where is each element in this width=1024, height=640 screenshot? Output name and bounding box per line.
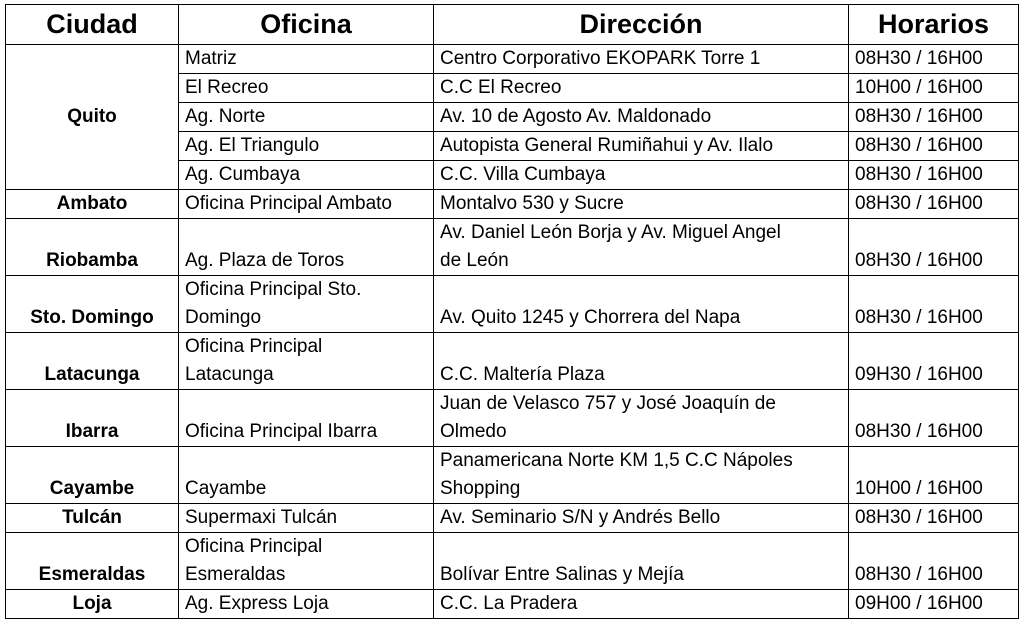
- office-line: Cayambe: [185, 478, 267, 499]
- hours-cell: 08H30 / 16H00: [849, 161, 1019, 190]
- address-cell: [434, 533, 849, 590]
- city-cell: Latacunga: [6, 333, 179, 390]
- address-cell: [434, 390, 849, 447]
- address-cell: [434, 276, 849, 333]
- address-line: C.C. La Pradera: [440, 593, 578, 614]
- office-line: Oficina Principal Ambato: [185, 193, 392, 214]
- office-cell: [179, 533, 434, 590]
- office-line: Ag. Plaza de Toros: [185, 250, 345, 271]
- hours-cell: 08H30 / 16H00: [849, 504, 1019, 533]
- hours-cell: 08H30 / 16H00: [849, 190, 1019, 219]
- address-cell: [434, 590, 849, 619]
- address-cell: C.C. Villa Cumbaya: [434, 161, 849, 190]
- table-row: [6, 390, 1019, 447]
- table-row: [6, 533, 1019, 590]
- address-cell: [434, 219, 849, 276]
- address-line: Av. Daniel León Borja y Av. Miguel Angel: [440, 222, 781, 243]
- office-cell: Matriz: [179, 45, 434, 74]
- office-cell: [179, 190, 434, 219]
- city-cell: Sto. Domingo: [6, 276, 179, 333]
- office-cell: [179, 390, 434, 447]
- office-line: Oficina Principal: [185, 336, 323, 357]
- hours-cell: 08H30 / 16H00: [849, 103, 1019, 132]
- header-office: Oficina: [179, 5, 434, 45]
- office-cell: [179, 219, 434, 276]
- address-cell: Centro Corporativo EKOPARK Torre 1: [434, 45, 849, 74]
- address-cell: [434, 333, 849, 390]
- header-row: [6, 5, 1019, 45]
- office-cell: Ag. El Triangulo: [179, 132, 434, 161]
- table-row: [6, 447, 1019, 504]
- hours-cell: 10H00 / 16H00: [849, 447, 1019, 504]
- office-cell: [179, 333, 434, 390]
- hours-cell: 09H00 / 16H00: [849, 590, 1019, 619]
- address-cell: Autopista General Rumiñahui y Av. Ilalo: [434, 132, 849, 161]
- address-line: de León: [440, 250, 509, 271]
- address-line: Av. Seminario S/N y Andrés Bello: [440, 507, 721, 528]
- hours-cell: 08H30 / 16H00: [849, 132, 1019, 161]
- city-cell: Cayambe: [6, 447, 179, 504]
- city-cell: Ibarra: [6, 390, 179, 447]
- table-body: [6, 45, 1019, 619]
- office-cell: Ag. Cumbaya: [179, 161, 434, 190]
- office-line: Oficina Principal Sto.: [185, 279, 362, 300]
- office-cell: El Recreo: [179, 74, 434, 103]
- hours-cell: 08H30 / 16H00: [849, 533, 1019, 590]
- address-cell: [434, 190, 849, 219]
- hours-cell: 08H30 / 16H00: [849, 45, 1019, 74]
- office-line: Oficina Principal: [185, 536, 323, 557]
- office-line: Ag. Express Loja: [185, 593, 329, 614]
- hours-cell: 08H30 / 16H00: [849, 390, 1019, 447]
- table-row: [6, 219, 1019, 276]
- table-row: [6, 333, 1019, 390]
- city-cell: Esmeraldas: [6, 533, 179, 590]
- city-cell: Quito: [6, 45, 179, 190]
- offices-table: [5, 4, 1019, 619]
- address-line: Panamericana Norte KM 1,5 C.C Nápoles: [440, 450, 793, 471]
- office-cell: [179, 447, 434, 504]
- header-address: Dirección: [434, 5, 849, 45]
- table-row: [6, 504, 1019, 533]
- address-line: Olmedo: [440, 421, 507, 442]
- office-line: Supermaxi Tulcán: [185, 507, 338, 528]
- table-row: [6, 45, 1019, 74]
- table-row: [6, 590, 1019, 619]
- header-hours: Horarios: [849, 5, 1019, 45]
- city-cell: Riobamba: [6, 219, 179, 276]
- address-cell: C.C El Recreo: [434, 74, 849, 103]
- office-cell: [179, 276, 434, 333]
- address-line: Montalvo 530 y Sucre: [440, 193, 624, 214]
- office-cell: [179, 590, 434, 619]
- header-city: Ciudad: [6, 5, 179, 45]
- city-cell: Tulcán: [6, 504, 179, 533]
- address-cell: [434, 504, 849, 533]
- hours-cell: 08H30 / 16H00: [849, 219, 1019, 276]
- hours-cell: 10H00 / 16H00: [849, 74, 1019, 103]
- hours-cell: 08H30 / 16H00: [849, 276, 1019, 333]
- address-line: Shopping: [440, 478, 521, 499]
- address-cell: [434, 447, 849, 504]
- office-line: Esmeraldas: [185, 564, 286, 585]
- address-cell: Av. 10 de Agosto Av. Maldonado: [434, 103, 849, 132]
- city-cell: Ambato: [6, 190, 179, 219]
- office-cell: [179, 504, 434, 533]
- office-cell: Ag. Norte: [179, 103, 434, 132]
- table-row: [6, 276, 1019, 333]
- hours-cell: 09H30 / 16H00: [849, 333, 1019, 390]
- table-header: [6, 5, 1019, 45]
- city-cell: Loja: [6, 590, 179, 619]
- address-line: Av. Quito 1245 y Chorrera del Napa: [440, 307, 741, 328]
- office-line: Oficina Principal Ibarra: [185, 421, 378, 442]
- address-line: C.C. Maltería Plaza: [440, 364, 605, 385]
- address-line: Juan de Velasco 757 y José Joaquín de: [440, 393, 776, 414]
- table-row: [6, 190, 1019, 219]
- office-line: Domingo: [185, 307, 262, 328]
- address-line: Bolívar Entre Salinas y Mejía: [440, 564, 684, 585]
- office-line: Latacunga: [185, 364, 274, 385]
